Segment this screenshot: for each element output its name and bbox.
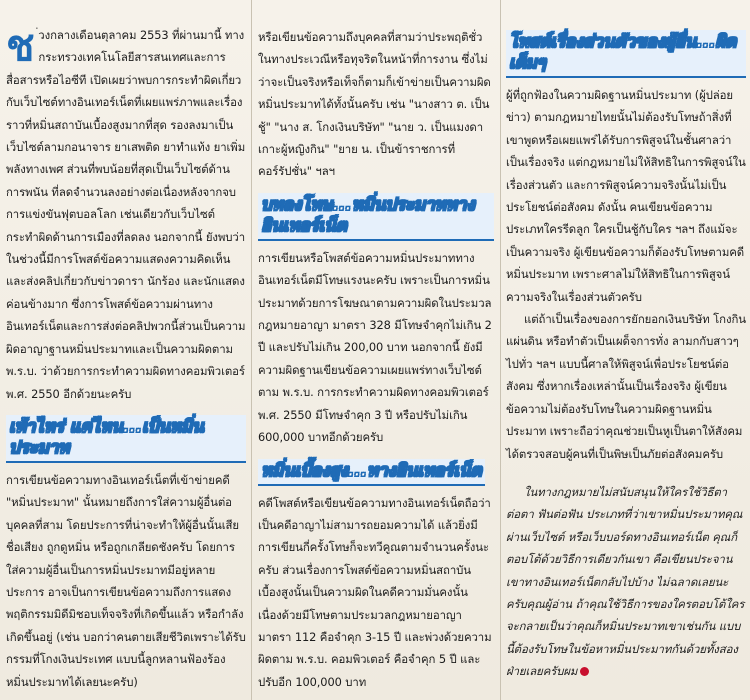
intro-text: ่วงกลางเดือนตุลาคม 2553 ที่ผ่านมานี้ ทางกระทรวงเทคโนโลยีสารสนเทศและการสื่อสารหรือไอซีที เปิดเผยว่าพบการกระทำผิดเกี่ยวกับเว็บไซต์ทางอินเทอร์เน็ตที่เผยแพร่ภาพและเรื่องราวที่หมิ่นสถาบันเบื้องสูงมากที่สุด รองลงมาเป็นเว็บไซต์ลามกอนาจาร ยาเสพติด ยาทำแท้ง ยาเพิ่มพลังทางเพศ ส่วนที่พบน้อยที่สุดเป็นเว็บไซต์ด้านการพนัน ที่ลดจำนวนลงอย่างต่อเนื่องหลังจากจบการแข่งขันฟุตบอลโลก เช่นเดียวกับเว็บไซต์กระทำผิดด้านการเมืองที่ลดลง นอกจากนี้ ยังพบว่าในช่วงนี้มีการโพสต์ข้อความแสดงความคิดเห็นและส่งคลิปเกี่ยวกับข่าวดารา นักร้อง และนักแสดงค่อนข้างมาก ซึ่งการโพสต์ข้อความผ่านทางอินเทอร์เน็ตและการส่งต่อคลิปพวกนี้ส่วนเป็นความผิดอาญาฐานหมิ่นประมาทและเป็นความผิดตาม พ.ร.บ. ว่าด้วยการกระทำความผิดทางคอมพิวเตอร์ พ.ศ. 2550 อีกด้วยนะครับ (6, 28, 246, 401)
section-body-lese-majeste: คดีโพสต์หรือเขียนข้อความทางอินเทอร์เน็ตถือว่าเป็นคดีอาญาไม่สามารถยอมความได้ แล้วยิ่งมีการเขียนกี่ครั้งโทษก็จะทวีคูณตามจำนวนครั้งนะครับ ส่วนเรื่องการโพสต์ข้อความหมิ่นสถาบันเบื้องสูงนั้นเป็นความผิดในคดีความมั่นคงนั้น เนื่องด้วยมีโทษตามประมวลกฎหมายอาญามาตรา 112 คือจำคุก 3-15 ปี และพ่วงด้วยความผิดตาม พ.ร.บ. คอมพิวเตอร์ คือจำคุก 5 ปี และปรับอีก 100,000 บาท (258, 495, 492, 689)
section-heading-private-matters: โพสต์เรื่องส่วนตัวของผู้อื่น...ผิดเต็มๆ (506, 30, 746, 78)
column-2 (258, 26, 494, 700)
column-3 (506, 20, 746, 700)
section-heading-how-much: เท้าไหร่ แค่ไหน...เป็นหมิ่นประมาท (6, 415, 246, 463)
section-heading-penalty: บทลงโทษ...หมิ่นประมาททางอินเทอร์เน็ต (258, 193, 494, 241)
column-1 (6, 21, 246, 700)
closing-italic-note (506, 481, 746, 683)
section-heading-lese-majeste: หมิ่นเบื้องสูง...ทางอินเทอร์เน็ต (258, 459, 485, 486)
column-divider (500, 0, 501, 700)
section-body-how-much: การเขียนข้อความทางอินเทอร์เน็ตที่เข้าข่ายคดี "หมิ่นประมาท" นั้นหมายถึงการใส่ความผู้อื่นต่อบุคคลที่สาม โดยประการที่น่าจะทำให้ผู้อื่นนั้นเสียชื่อเสียง ถูกดูหมิ่น หรือถูกเกลียดชังครับ โดยการใส่ความผู้อื่นเป็นการหมิ่นประมาทมีอยู่หลายประการ อาจเป็นการเขียนข้อความถึงการแสดงพฤติกรรมมิดีมิชอบเท็จจริงที่เกิดขึ้นแล้ว หรือกำลังเกิดขึ้นอยู่ (เช่น บอกว่าคนตายเสียชีวิตเพราะได้รับกรรมที่โกงเงินประเทศ แบบนี้ลูกหลานฟ้องร้องหมิ่นประมาทได้เลยนะครับ) (6, 472, 246, 689)
intro-paragraph (6, 21, 246, 405)
continued-text: หรือเขียนข้อความถึงบุคคลที่สามว่าประพฤติชั่วในทางประเวณีหรือทุจริตในหน้าที่การงาน ซึ่งไม่ว่าจะเป็นจริงหรือเท็จก็ตามก็เข้าข่ายเป็นความผิดหมิ่นประมาทได้ทั้งนั้นครับ เช่น "นางสาว ต. เป็นชู้" "นาง ส. โกงเงินบริษัท" "นาย ว. เป็นแมงดาเกาะผู้หญิงกิน" "ยาย น. เป็นข้าราชการที่คอร์รัปชั่น" ฯลฯ (258, 30, 491, 179)
end-mark-icon (580, 667, 589, 676)
dropcap-letter: ช (6, 21, 35, 70)
closing-italic-text: ในทางกฎหมายไม่สนับสนุนให้ใครใช้วิธีตาต่อตา ฟันต่อฟัน ประเภทที่ว่าเขาหมิ่นประมาทคุณผ่านเว็บไซต์ หรือเว็บบอร์ดทางอินเทอร์เน็ต คุณก็ตอบโต้ด้วยวิธีการเดียวกันเขา คือเขียนประจานเขาทางอินเทอร์เน็ตกลับไปบ้าง ไม่ฉลาดเลยนะครับคุณผู้อ่าน ถ้าคุณใช้วิธีการของใครตอบโต้ใคร จะกลายเป็นว่าคุณก็หมิ่นประมาทเขาเช่นกัน แบบนี้ต้องรับโทษในข้อหาหมิ่นประมาทกันด้วยทั้งสองฝ่ายเลยครับผม (506, 484, 745, 679)
section-body-private-matters: ผู้ที่ถูกฟ้องในความผิดฐานหมิ่นประมาท (ผู้ปล่อยข่าว) ตามกฎหมายไทยนั้นไม่ต้องรับโทษถ้าสิ่งที่เขาพูดหรือเผยแพร่ได้รับการพิสูจน์ในชั้นศาลว่าเป็นเรื่องจริง แต่กฎหมายไม่ให้สิทธิในการพิสูจน์ในเรื่องส่วนตัว และการพิสูจน์ความจริงนั้นไม่เป็นประโยชน์ต่อสังคม ดังนั้น คนเขียนข้อความประเภทใครรีดลูก ใครเป็นชู้กับใคร ฯลฯ ถึงแม้จะเป็นความจริง ผู้เขียนข้อความก็ต้องรับโทษตามคดีหมิ่นประมาท เพราะศาลไม่ให้สิทธิในการพิสูจน์ความจริงในเรื่องส่วนตัวครับ (506, 88, 746, 304)
column-divider (251, 0, 252, 700)
section-body-penalty: การเขียนหรือโพสต์ข้อความหมิ่นประมาททางอินเทอร์เน็ตมีโทษแรงนะครับ เพราะเป็นการหมิ่นประมาทด้วยการโฆษณาตามความผิดในประมวลกฎหมายอาญา มาตรา 328 มีโทษจำคุกไม่เกิน 2 ปี และปรับไม่เกิน 200,00 บาท นอกจากนี้ ยังมีความผิดฐานเขียนข้อความเผยแพร่ทางเว็บไซต์ ตาม พ.ร.บ. การกระทำความผิดทางคอมพิวเตอร์ พ.ศ. 2550 มีโทษจำคุก 3 ปี หรือปรับไม่เกิน 600,000 บาทอีกด้วยครับ (258, 250, 492, 445)
section-body-public-interest: แต่ถ้าเป็นเรื่องของการยักยอกเงินบริษัท โกงกินแผ่นดิน หรือทำตัวเป็นเผด็จการทั่ง ลามกกับสาวๆ ไปทั่ว ฯลฯ แบบนี้ศาลให้พิสูจน์เพื่อประโยชน์ต่อสังคม ซึ่งหากเรื่องเหล่านั้นเป็นเรื่องจริง ผู้เขียนข้อความไม่ต้องรับโทษในความผิดฐานหมิ่นประมาท เพราะถือว่าคุณช่วยเป็นหูเป็นตาให้สังคมได้ตรวจสอบผู้คนที่เป็นพิษเป็นภัยต่อสังคมครับ (506, 312, 746, 461)
